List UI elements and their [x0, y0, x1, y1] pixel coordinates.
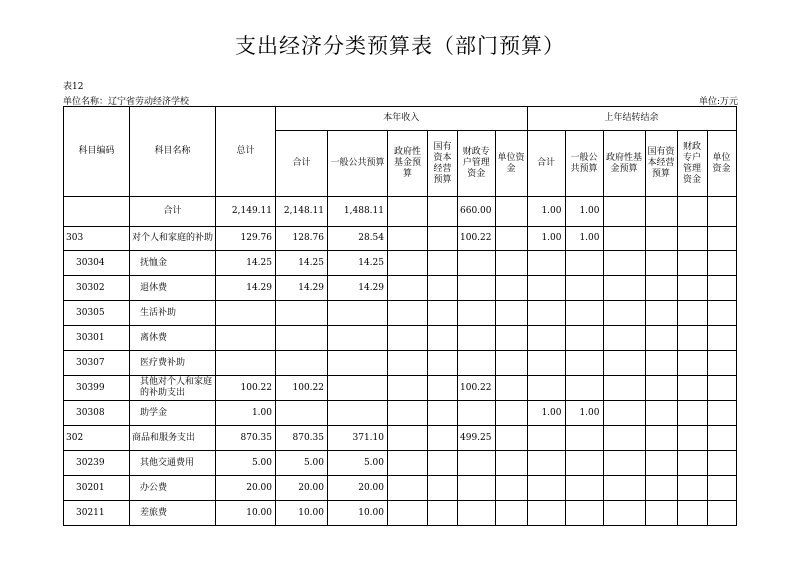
row-value-p-state [645, 197, 677, 227]
row-value-p-fund [603, 476, 645, 501]
row-value-p-fund [603, 351, 645, 376]
row-value-c-total [276, 301, 328, 326]
subheader-cell: 合计 [276, 131, 328, 197]
row-value-c-unit [495, 326, 527, 351]
subheader-cell: 国有资本经营预算 [428, 131, 458, 197]
row-value-p-total [527, 376, 565, 401]
row-value-p-gen: 1.00 [565, 401, 603, 426]
row-value-c-state [428, 476, 458, 501]
row-value-total: 2,149.11 [216, 197, 276, 227]
row-value-c-total: 20.00 [276, 476, 328, 501]
row-value-c-state [428, 276, 458, 301]
row-value-c-total [276, 351, 328, 376]
table-row [64, 197, 737, 227]
row-value-total: 14.25 [216, 251, 276, 276]
table-row [64, 501, 737, 526]
row-value-c-state [428, 251, 458, 276]
row-code: 30239 [64, 451, 130, 476]
subheader-cell: 政府性基金预算 [388, 131, 428, 197]
row-value-p-total [527, 476, 565, 501]
row-value-c-total: 14.25 [276, 251, 328, 276]
row-value-c-state [428, 376, 458, 401]
budget-table [63, 106, 737, 526]
row-value-c-total: 128.76 [276, 227, 328, 251]
row-value-p-total [527, 426, 565, 451]
row-value-c-fund [388, 251, 428, 276]
row-name: 合计 [130, 197, 216, 227]
row-value-c-unit [495, 476, 527, 501]
row-value-p-spec [677, 351, 707, 376]
row-value-c-total: 100.22 [276, 376, 328, 401]
row-value-p-unit [707, 426, 736, 451]
row-value-p-total: 1.00 [527, 197, 565, 227]
row-value-c-spec [458, 451, 496, 476]
row-value-p-gen [565, 426, 603, 451]
row-name: 商品和服务支出 [130, 426, 216, 451]
row-value-c-gen: 5.00 [328, 451, 388, 476]
row-value-p-gen [565, 326, 603, 351]
subheader-cell: 财政专户管理资金 [458, 131, 496, 197]
row-value-p-state [645, 326, 677, 351]
row-value-p-unit [707, 251, 736, 276]
header-name: 科目名称 [130, 107, 216, 197]
row-value-c-gen [328, 351, 388, 376]
header-code: 科目编码 [64, 107, 130, 197]
row-value-c-total: 10.00 [276, 501, 328, 526]
row-name: 其他对个人和家庭的补助支出 [130, 376, 216, 401]
table-row [64, 227, 737, 251]
row-value-p-unit [707, 501, 736, 526]
row-value-c-gen: 14.29 [328, 276, 388, 301]
row-value-p-state [645, 376, 677, 401]
row-value-c-spec [458, 251, 496, 276]
row-value-c-fund [388, 197, 428, 227]
row-value-p-total [527, 351, 565, 376]
row-value-c-fund [388, 326, 428, 351]
row-name: 办公费 [130, 476, 216, 501]
row-value-c-fund [388, 227, 428, 251]
row-value-c-gen [328, 376, 388, 401]
row-value-p-unit [707, 227, 736, 251]
row-name: 助学金 [130, 401, 216, 426]
row-name: 退休费 [130, 276, 216, 301]
row-value-c-unit [495, 451, 527, 476]
row-value-p-fund [603, 251, 645, 276]
row-value-p-spec [677, 276, 707, 301]
row-value-p-fund [603, 197, 645, 227]
row-value-p-total [527, 451, 565, 476]
header-total: 总计 [216, 107, 276, 197]
row-value-c-gen: 1,488.11 [328, 197, 388, 227]
row-value-c-spec: 499.25 [458, 426, 496, 451]
row-value-c-state [428, 227, 458, 251]
table-row [64, 451, 737, 476]
row-value-c-unit [495, 276, 527, 301]
row-value-p-unit [707, 476, 736, 501]
row-value-total: 14.29 [216, 276, 276, 301]
table-row [64, 401, 737, 426]
row-value-p-gen [565, 501, 603, 526]
row-value-p-state [645, 251, 677, 276]
row-value-c-fund [388, 476, 428, 501]
row-code: 30308 [64, 401, 130, 426]
row-value-p-state [645, 451, 677, 476]
row-value-c-fund [388, 376, 428, 401]
row-value-c-gen: 10.00 [328, 501, 388, 526]
currency-unit: 单位:万元 [698, 97, 738, 107]
row-code: 303 [64, 227, 130, 251]
row-value-p-state [645, 227, 677, 251]
row-value-c-fund [388, 401, 428, 426]
row-value-p-fund [603, 301, 645, 326]
table-row [64, 301, 737, 326]
row-value-p-total [527, 251, 565, 276]
row-value-p-unit [707, 451, 736, 476]
row-value-p-gen [565, 351, 603, 376]
row-name: 医疗费补助 [130, 351, 216, 376]
row-value-c-unit [495, 251, 527, 276]
row-value-c-spec [458, 476, 496, 501]
row-value-c-fund [388, 301, 428, 326]
row-code: 30201 [64, 476, 130, 501]
page-title: 支出经济分类预算表（部门预算） [235, 34, 565, 58]
row-value-p-gen: 1.00 [565, 227, 603, 251]
row-value-c-spec [458, 326, 496, 351]
row-value-c-unit [495, 426, 527, 451]
row-name: 差旅费 [130, 501, 216, 526]
subheader-cell: 一般公共预算 [565, 131, 603, 197]
row-value-p-total [527, 326, 565, 351]
row-value-p-unit [707, 197, 736, 227]
row-value-c-state [428, 197, 458, 227]
row-value-total [216, 351, 276, 376]
row-value-p-fund [603, 451, 645, 476]
row-value-total: 870.35 [216, 426, 276, 451]
row-value-p-spec [677, 476, 707, 501]
row-value-c-total: 5.00 [276, 451, 328, 476]
row-name: 对个人和家庭的补助 [130, 227, 216, 251]
row-value-p-gen [565, 376, 603, 401]
row-value-p-state [645, 501, 677, 526]
row-code: 30304 [64, 251, 130, 276]
row-value-p-total [527, 301, 565, 326]
row-name: 生活补助 [130, 301, 216, 326]
row-value-p-fund [603, 276, 645, 301]
row-value-c-gen: 14.25 [328, 251, 388, 276]
row-value-total [216, 301, 276, 326]
row-value-total: 1.00 [216, 401, 276, 426]
row-value-p-spec [677, 401, 707, 426]
row-value-p-gen [565, 301, 603, 326]
row-value-p-unit [707, 301, 736, 326]
row-code: 30307 [64, 351, 130, 376]
row-value-p-spec [677, 301, 707, 326]
row-value-p-unit [707, 326, 736, 351]
row-value-c-unit [495, 351, 527, 376]
row-value-p-unit [707, 376, 736, 401]
subheader-cell: 一般公共预算 [328, 131, 388, 197]
row-code: 30305 [64, 301, 130, 326]
row-value-c-spec [458, 276, 496, 301]
row-value-p-state [645, 301, 677, 326]
row-value-p-total: 1.00 [527, 227, 565, 251]
row-name: 其他交通费用 [130, 451, 216, 476]
row-value-c-state [428, 301, 458, 326]
row-value-p-fund [603, 401, 645, 426]
row-value-p-fund [603, 227, 645, 251]
row-value-p-spec [677, 197, 707, 227]
subheader-cell: 财政专户管理资金 [677, 131, 707, 197]
row-value-c-gen: 371.10 [328, 426, 388, 451]
row-value-p-gen: 1.00 [565, 197, 603, 227]
row-code: 30302 [64, 276, 130, 301]
row-value-p-spec [677, 251, 707, 276]
row-value-p-spec [677, 376, 707, 401]
row-value-p-spec [677, 227, 707, 251]
subheader-cell: 合计 [527, 131, 565, 197]
row-value-p-state [645, 426, 677, 451]
row-value-p-gen [565, 251, 603, 276]
row-value-p-total [527, 501, 565, 526]
row-value-c-spec [458, 501, 496, 526]
row-value-c-state [428, 451, 458, 476]
row-value-c-gen [328, 326, 388, 351]
row-value-p-state [645, 401, 677, 426]
row-value-p-gen [565, 276, 603, 301]
row-value-c-spec: 100.22 [458, 227, 496, 251]
row-value-total: 100.22 [216, 376, 276, 401]
row-value-p-fund [603, 426, 645, 451]
row-value-c-gen: 28.54 [328, 227, 388, 251]
row-name: 离休费 [130, 326, 216, 351]
row-value-c-spec [458, 401, 496, 426]
table-number: 表12 [63, 82, 84, 92]
row-value-total: 5.00 [216, 451, 276, 476]
table-row [64, 276, 737, 301]
row-value-total: 129.76 [216, 227, 276, 251]
row-value-c-state [428, 351, 458, 376]
row-value-c-state [428, 501, 458, 526]
row-value-c-fund [388, 276, 428, 301]
row-value-c-fund [388, 351, 428, 376]
row-name: 抚恤金 [130, 251, 216, 276]
row-value-c-gen: 20.00 [328, 476, 388, 501]
table-row [64, 251, 737, 276]
row-value-total: 10.00 [216, 501, 276, 526]
subheader-cell: 政府性基金预算 [603, 131, 645, 197]
row-value-p-spec [677, 451, 707, 476]
row-value-c-spec: 660.00 [458, 197, 496, 227]
row-value-c-fund [388, 501, 428, 526]
row-value-c-total: 14.29 [276, 276, 328, 301]
row-value-total [216, 326, 276, 351]
row-code: 30211 [64, 501, 130, 526]
row-value-c-spec [458, 351, 496, 376]
row-value-p-state [645, 351, 677, 376]
row-value-p-fund [603, 326, 645, 351]
row-value-p-unit [707, 276, 736, 301]
row-value-c-total [276, 401, 328, 426]
row-value-c-state [428, 326, 458, 351]
row-code: 30301 [64, 326, 130, 351]
row-value-c-unit [495, 376, 527, 401]
row-value-c-total: 870.35 [276, 426, 328, 451]
row-value-c-unit [495, 401, 527, 426]
table-row [64, 326, 737, 351]
row-value-c-state [428, 426, 458, 451]
row-value-c-total [276, 326, 328, 351]
row-code: 302 [64, 426, 130, 451]
row-value-p-total [527, 276, 565, 301]
row-value-c-spec: 100.22 [458, 376, 496, 401]
subheader-cell: 单位资金 [495, 131, 527, 197]
row-code: 30399 [64, 376, 130, 401]
row-value-c-fund [388, 451, 428, 476]
row-value-p-fund [603, 376, 645, 401]
row-code [64, 197, 130, 227]
unit-name: 单位名称：辽宁省劳动经济学校 [63, 97, 190, 107]
subheader-cell: 国有资本经营预算 [645, 131, 677, 197]
subheader-cell: 单位资金 [707, 131, 736, 197]
row-value-c-spec [458, 301, 496, 326]
row-value-c-gen [328, 401, 388, 426]
row-value-p-unit [707, 351, 736, 376]
row-value-p-fund [603, 501, 645, 526]
row-value-p-state [645, 476, 677, 501]
row-value-c-total: 2,148.11 [276, 197, 328, 227]
header-current-income: 本年收入 [276, 107, 528, 131]
row-value-p-spec [677, 326, 707, 351]
row-value-c-state [428, 401, 458, 426]
table-row [64, 376, 737, 401]
row-value-p-spec [677, 501, 707, 526]
row-value-c-unit [495, 197, 527, 227]
row-value-p-spec [677, 426, 707, 451]
table-row [64, 351, 737, 376]
table-row [64, 426, 737, 451]
row-value-p-total: 1.00 [527, 401, 565, 426]
row-value-c-unit [495, 501, 527, 526]
header-carryover: 上年结转结余 [527, 107, 736, 131]
row-value-p-unit [707, 401, 736, 426]
table-row [64, 476, 737, 501]
row-value-c-fund [388, 426, 428, 451]
row-value-p-state [645, 276, 677, 301]
row-value-c-unit [495, 227, 527, 251]
row-value-p-gen [565, 451, 603, 476]
row-value-c-gen [328, 301, 388, 326]
row-value-p-gen [565, 476, 603, 501]
row-value-c-unit [495, 301, 527, 326]
row-value-total: 20.00 [216, 476, 276, 501]
